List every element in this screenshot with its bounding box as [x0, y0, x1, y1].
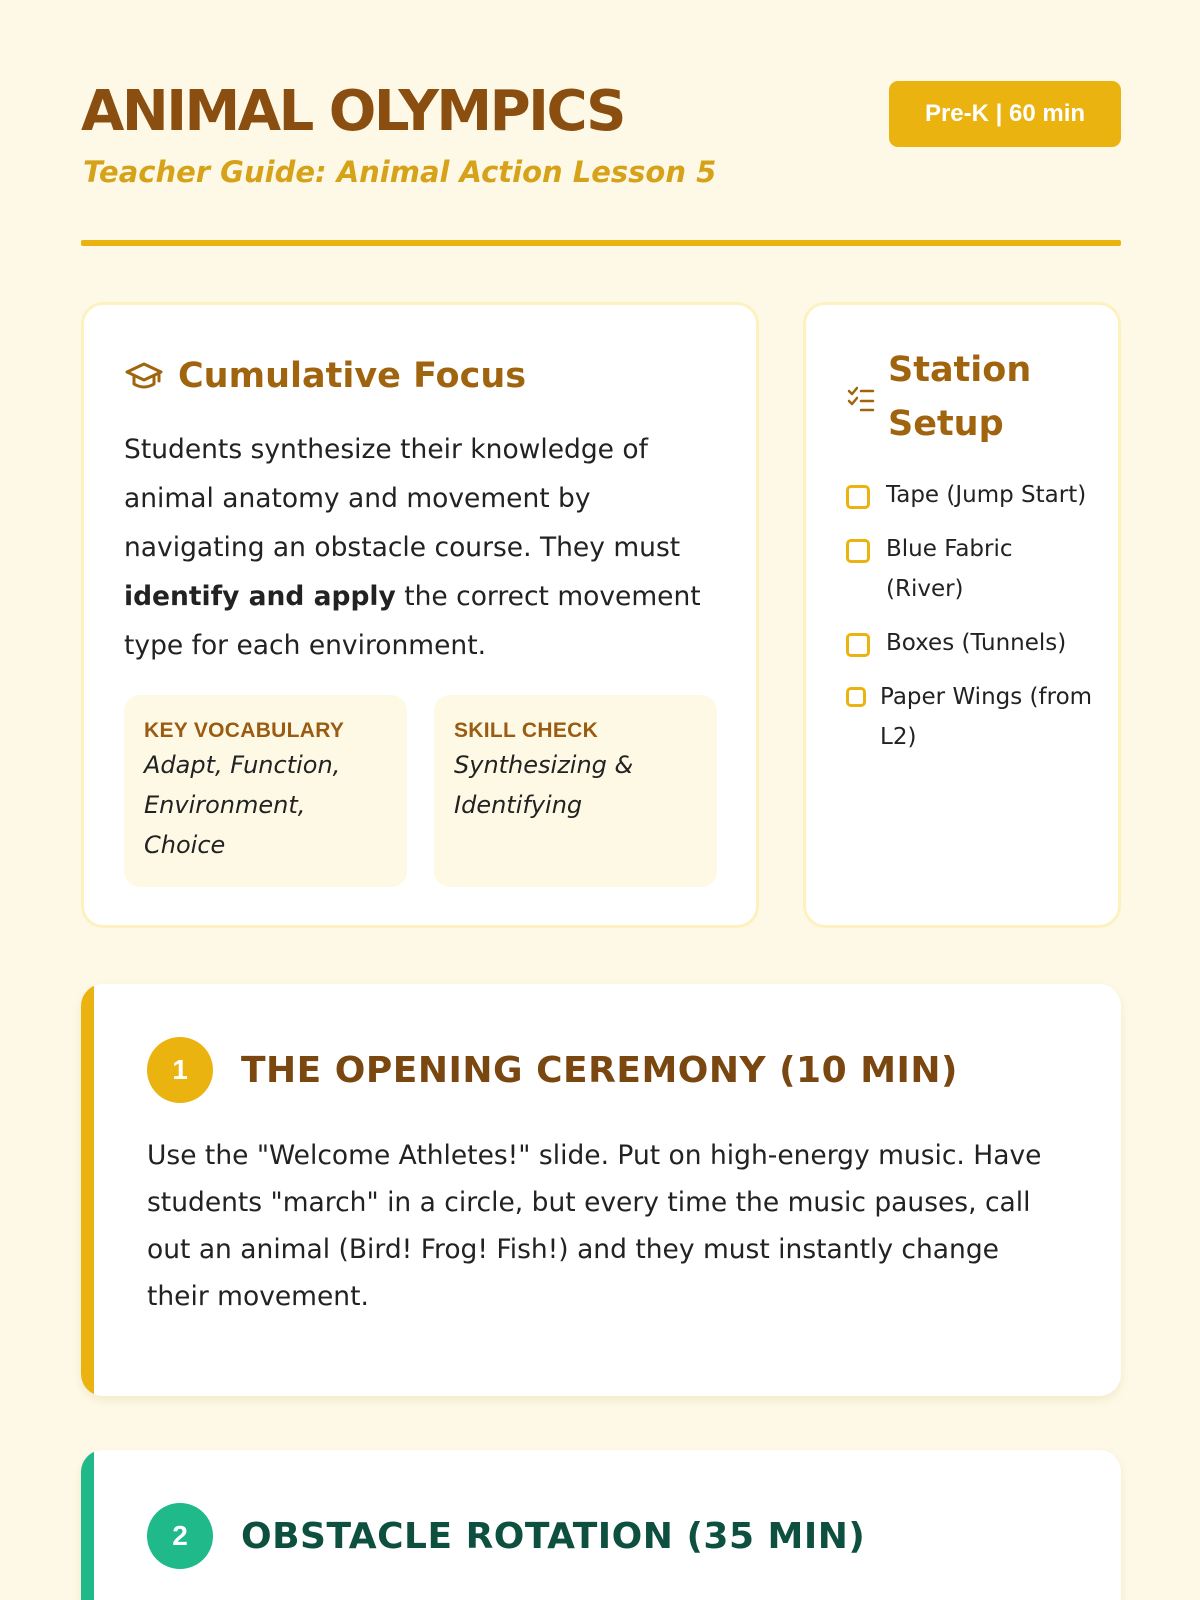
page-header	[81, 0, 1121, 248]
checkbox[interactable]	[846, 687, 866, 707]
page-subtitle: Teacher Guide: Animal Action Lesson 5	[83, 155, 717, 189]
cumulative-focus-card	[81, 302, 759, 928]
skill-check-label: SKILL CHECK	[454, 719, 599, 742]
checkbox[interactable]	[846, 539, 870, 563]
section-opening-ceremony	[81, 984, 1121, 1396]
focus-text-part: the correct movement type for each environment.	[124, 581, 701, 661]
section-header	[147, 1503, 865, 1569]
checklist-icon	[846, 384, 876, 414]
focus-text-emphasis: identify and apply	[124, 581, 396, 612]
lesson-page	[81, 0, 1121, 1557]
checklist-item-label: Tape (Jump Start)	[886, 482, 1087, 508]
station-setup-card	[803, 302, 1121, 928]
section-header	[147, 1037, 958, 1103]
checklist-item-label: Paper Wings (from L2)	[880, 684, 1093, 750]
checklist-item[interactable]	[846, 475, 1096, 515]
checklist-item[interactable]	[846, 529, 1096, 609]
station-setup-title: Station Setup	[888, 350, 1032, 444]
station-checklist	[846, 475, 1096, 771]
cumulative-focus-text	[124, 425, 704, 670]
section-obstacle-rotation	[81, 1450, 1121, 1600]
skill-check-text: Synthesizing & Identifying	[454, 751, 634, 819]
section-title: OBSTACLE ROTATION (35 MIN)	[241, 1515, 866, 1557]
section-title: THE OPENING CEREMONY (10 MIN)	[241, 1049, 958, 1091]
graduation-cap-icon	[124, 356, 164, 396]
checklist-item-label: Blue Fabric (River)	[886, 536, 1013, 602]
key-vocabulary-text: Adapt, Function, Environment, Choice	[144, 751, 341, 859]
section-body: Use the "Welcome Athletes!" slide. Put on high-energy music. Have students "march" in a circle, but every time the music pauses, call out an animal (Bird! Frog! Fish!) and they must instantly change their movement.	[147, 1140, 1042, 1312]
checkbox[interactable]	[846, 485, 870, 509]
station-setup-header	[846, 343, 1058, 451]
checklist-item[interactable]	[846, 677, 1096, 757]
cumulative-focus-title: Cumulative Focus	[178, 356, 527, 396]
skill-check-box	[434, 695, 717, 887]
key-vocabulary-box	[124, 695, 407, 887]
checklist-item[interactable]	[846, 623, 1096, 663]
page-title: ANIMAL OLYMPICS	[81, 79, 624, 144]
checklist-item-label: Boxes (Tunnels)	[886, 630, 1067, 656]
checkbox[interactable]	[846, 633, 870, 657]
grade-duration-badge: Pre-K | 60 min	[889, 81, 1121, 147]
header-divider	[81, 240, 1121, 246]
focus-text-part: Students synthesize their knowledge of animal anatomy and movement by navigating an obstacle course. They must	[124, 434, 681, 563]
section-number-badge: 2	[147, 1503, 213, 1569]
key-vocabulary-label: KEY VOCABULARY	[144, 719, 345, 742]
section-accent-bar	[81, 1450, 94, 1600]
cumulative-focus-header	[124, 349, 526, 403]
section-accent-bar	[81, 984, 94, 1396]
section-number-badge: 1	[147, 1037, 213, 1103]
